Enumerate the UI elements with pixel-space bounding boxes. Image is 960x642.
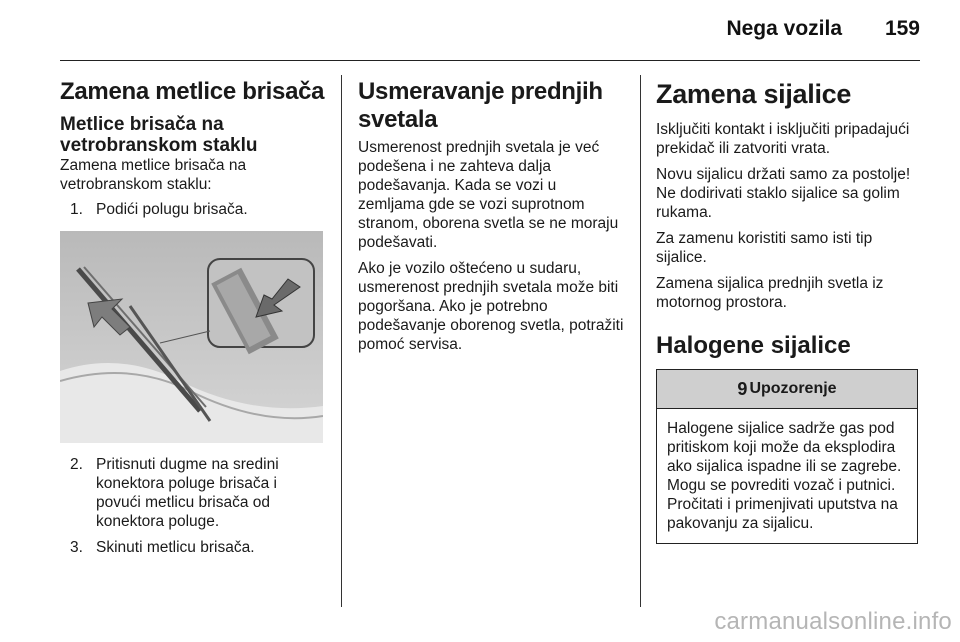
warning-box (656, 369, 918, 544)
subheading-halogen: Halogene sijalice (656, 332, 851, 359)
step-item (60, 455, 326, 531)
step-text: Podići polugu brisača. (96, 201, 248, 218)
paragraph: Novu sijalicu držati samo za postolje! Ne dodirivati staklo sijalice sa golim rukama. (656, 166, 911, 221)
paragraph: Isključiti kontakt i isključiti pripadajući prekidač ili zatvoriti vrata. (656, 121, 910, 157)
column-headlight-aiming (358, 78, 626, 361)
header-title: Nega vozila (726, 17, 842, 40)
column-divider (341, 75, 342, 607)
warning-text: Halogene sijalice sadrže gas pod pritiskom koji može da eksplodira ako sijalica ispadne ili se zagrebe. Mogu se povrediti vozač i putnici. Pročitati i primenjivati uputstva na pakovanju za sijalicu. (667, 420, 902, 532)
warning-triangle-icon: 9 (737, 378, 748, 399)
wiper-illustration (60, 231, 323, 443)
intro-text: Zamena metlice brisača na vetrobranskom staklu: (60, 157, 247, 193)
warning-title: Upozorenje (749, 380, 837, 397)
step-text: Skinuti metlicu brisača. (96, 539, 255, 556)
step-number: 1. (70, 201, 83, 218)
wiper-arm-drawing (60, 231, 323, 443)
step-item (60, 538, 326, 557)
section-heading-wiper: Zamena metlice brisača (60, 78, 325, 105)
section-heading-bulb: Zamena sijalice (656, 79, 852, 109)
step-text: Pritisnuti dugme na sredini konektora poluge brisača i povući metlicu brisača od konektora poluge. (96, 456, 279, 530)
column-bulb-replacement (656, 78, 922, 544)
page-header (60, 0, 920, 61)
warning-header (657, 370, 917, 409)
step-item (60, 200, 326, 219)
step-number: 3. (70, 539, 83, 556)
column-divider (640, 75, 641, 607)
page-number: 159 (884, 17, 920, 40)
paragraph: Usmerenost prednjih svetala je već podešena i ne zahteva dalja podešavanja. Kada se vozi u zemljama gde se vozi suprotnom stranom, oborena svetla se ne moraju podešavati. (358, 139, 619, 251)
watermark: carmanualsonline.info (714, 608, 952, 635)
step-number: 2. (70, 456, 83, 473)
section-heading-headlight: Usmeravanje prednjih svetala (358, 78, 603, 133)
subheading-windscreen-wiper: Metlice brisača na vetrobranskom staklu (60, 114, 258, 156)
paragraph: Zamena sijalica prednjih svetla iz motornog prostora. (656, 275, 884, 311)
paragraph: Za zamenu koristiti samo isti tip sijalice. (656, 230, 873, 266)
paragraph: Ako je vozilo oštećeno u sudaru, usmerenost prednjih svetala može biti pogoršana. Ako je potrebno podešavanje oborenog svetla, potražiti pomoć servisa. (358, 260, 624, 353)
column-wiper-blade (60, 78, 326, 564)
